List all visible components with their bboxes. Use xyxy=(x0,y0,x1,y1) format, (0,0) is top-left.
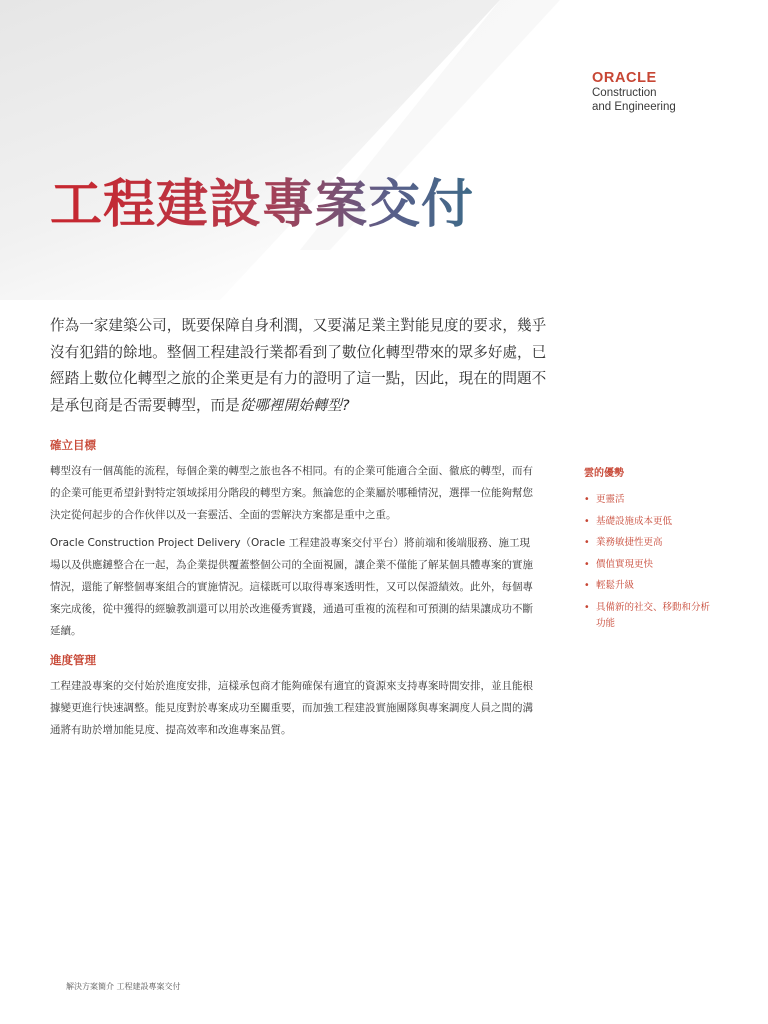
list-item xyxy=(584,492,714,508)
list-item-label: 業務敏捷性更高 xyxy=(596,537,663,548)
benefits-list xyxy=(584,492,714,632)
bullet-icon: • xyxy=(584,537,590,548)
background-diagonal-shape xyxy=(0,0,768,300)
bullet-icon: • xyxy=(584,515,590,527)
bullet-icon: • xyxy=(584,494,590,505)
list-item-label: 更靈活 xyxy=(596,494,625,505)
list-item-label: 具備新的社交、移動和分析功能 xyxy=(596,601,711,629)
intro-emphasis: 從哪裡開始轉型? xyxy=(239,396,350,414)
list-item-label: 價值實現更快 xyxy=(596,558,654,570)
page-footer: 解決方案簡介 工程建設專案交付 xyxy=(66,982,181,991)
intro-paragraph xyxy=(50,313,555,419)
list-item xyxy=(584,557,714,573)
oracle-logo xyxy=(592,70,676,114)
list-item-label: 輕鬆升級 xyxy=(596,580,635,591)
section-goals-paragraph-2: Oracle Construction Project Delivery（Oracle 工程建設專案交付平台）將前端和後端服務、施工現場以及供應鏈整合在一起，為企業提供覆蓋整個公司的全面視圖，讓企業不僅能了解某個具體專案的實施情況，還能了解整個專案組合的實施情況。這樣既可以取得專案透明性，又可以保證績效。此外，每個專案完成後，從中獲得的經驗教訓還可以用於改進優秀實踐，通過可重複的流程和可預測的結果讓成功不斷延續。 xyxy=(50,537,533,637)
list-item xyxy=(584,514,714,530)
section-schedule-paragraph-1: 工程建設專案的交付始於進度安排，這樣承包商才能夠確保有適宜的資源來支持專案時間安排，並且能根據變更進行快速調整。能見度對於專案成功至關重要，而加強工程建設實施團隊與專案調度人員之間的溝通將有助於增加能見度、提高效率和改進專案品質。 xyxy=(50,680,533,736)
section-heading-goals: 確立目標 xyxy=(50,438,96,452)
logo-line-2: and Engineering xyxy=(592,101,676,113)
benefits-sidebar xyxy=(584,466,714,637)
list-item xyxy=(584,578,714,594)
logo-wordmark: ORACLE xyxy=(592,70,657,86)
list-item-label: 基礎設施成本更低 xyxy=(596,515,673,527)
bullet-icon: • xyxy=(584,580,590,591)
logo-line-1: Construction xyxy=(592,87,657,99)
page-title: 工程建設專案交付 xyxy=(50,170,474,240)
sidebar-title: 雲的優勢 xyxy=(584,468,624,479)
bullet-icon: • xyxy=(584,558,590,570)
section-goals-paragraph-1: 轉型沒有一個萬能的流程，每個企業的轉型之旅也各不相同。有的企業可能適合全面、徹底的轉型，而有的企業可能更希望針對特定領域採用分階段的轉型方案。無論您的企業屬於哪種情況，選擇一位能夠幫您決定從何起步的合作伙伴以及一套靈活、全面的雲解決方案都是重中之重。 xyxy=(50,465,533,521)
bullet-icon: • xyxy=(584,601,590,613)
list-item xyxy=(584,535,714,551)
intro-text: 作為一家建築公司，既要保障自身利潤，又要滿足業主對能見度的要求，幾乎沒有犯錯的餘地。整個工程建設行業都看到了數位化轉型帶來的眾多好處，已經踏上數位化轉型之旅的企業更是有力的證明了這一點，因此，現在的問題不是承包商是否需要轉型，而是 xyxy=(50,317,547,414)
section-heading-schedule: 進度管理 xyxy=(50,653,96,667)
list-item xyxy=(584,600,714,632)
